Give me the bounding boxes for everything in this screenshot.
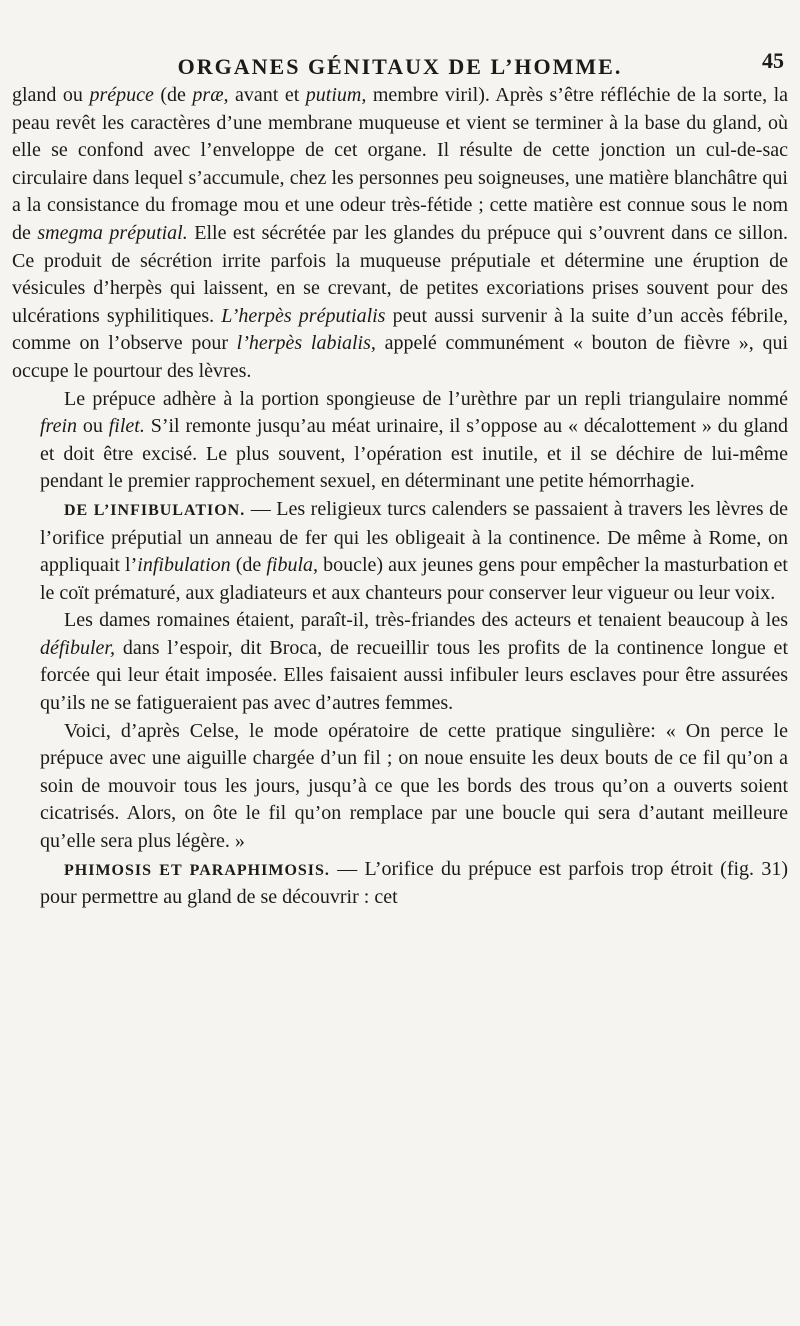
italic-term: infibulation <box>137 554 231 577</box>
paragraph <box>40 496 788 607</box>
italic-term: smegma préputial. <box>37 221 188 244</box>
text-run: dans l’espoir, dit Broca, de recueillir tous les profits de la continence longue et forcée qui leur était imposée. Elles faisaient aussi infibuler leurs esclaves pour être assurées qu’ils ne se fatigueraient pas avec d’autres femmes. <box>40 636 788 715</box>
text-run: peut aussi survenir à la suite d’un accès fébrile, comme on l’observe pour <box>12 304 788 355</box>
page-number: 45 <box>762 48 784 73</box>
italic-term: prépuce <box>89 84 154 106</box>
body-text <box>12 82 789 912</box>
italic-term: l’herpès labialis, <box>236 332 376 355</box>
paragraph <box>40 607 788 717</box>
italic-term: défibuler, <box>40 636 115 659</box>
text-run: (de <box>153 84 193 106</box>
text-run: Elle est sécrétée par les glandes du prépuce qui s’ouvrent dans ce sillon. Ce produit de sécrétion irrite parfois la muqueuse préputiale et détermine une éruption de vésicules d’herpès qui laissent, en se crevant, de petites excoriations prises souvent pour des ulcérations syphilitiques. <box>12 221 788 327</box>
italic-term: fibula, <box>266 554 318 577</box>
italic-term: putium, <box>305 84 367 106</box>
paragraph <box>40 718 788 856</box>
text-run: appelé communément « bouton de fièvre », qui occupe le pourtour des lèvres. <box>12 332 789 382</box>
italic-term: frein <box>40 415 78 438</box>
paragraph <box>12 82 788 386</box>
italic-term: præ, <box>192 84 229 106</box>
text-run: ou <box>77 415 109 438</box>
text-run: Voici, d’après Celse, le mode opératoire de cette pratique singulière: « On perce le prépuce avec une aiguille chargée d’un fil ; on noue ensuite les deux bouts de ce fil qu’on a soin de mouvoir tous les jours, jusqu’à ce que les bords des trous qu’on a ouverts soient cicatrisés. Alors, on ôte le fil qu’on remplace par une boucle qui sera d’autant meilleure qu’elle sera plus légère. » <box>40 719 788 853</box>
paragraph <box>40 386 788 496</box>
section-heading: PHIMOSIS ET PARAPHIMOSIS. <box>64 861 330 879</box>
text-run: boucle) aux jeunes gens pour empêcher la masturbation et le coït prématuré, aux gladiateurs et aux chanteurs pour conserver leur vigueur ou leur voix. <box>40 554 788 604</box>
text-run: Les dames romaines étaient, paraît-il, très-friandes des acteurs et tenaient beaucoup à les <box>64 609 788 632</box>
text-run: — L’orifice du prépuce est parfois trop étroit (fig. 31) pour permettre au gland de se découvrir : cet <box>40 857 788 909</box>
text-run: Le prépuce adhère à la portion spongieuse de l’urèthre par un repli triangulaire nommé <box>64 387 788 410</box>
text-run: — Les religieux turcs calenders se passaient à travers les lèvres de l’orifice préputial un anneau de fer qui les obligeait à la continence. De même à Rome, on appliquait l’ <box>40 497 788 577</box>
italic-term: filet. <box>108 415 145 438</box>
text-run: (de <box>230 554 267 577</box>
text-run: membre viril). Après s’être réfléchie de la sorte, la peau revêt les caractères d’une membrane muqueuse et vient se terminer à la base du gland, où elle se confond avec l’enveloppe de cet organe. Il résulte de cette jonction un cul-de-sac circulaire dans lequel s’accumule, chez les personnes peu soigneuses, une matière blanchâtre qui a la consistance du fromage mou et une odeur très-fétide ; cette matière est connue sous le nom de <box>12 84 788 244</box>
text-run: avant et <box>228 84 306 106</box>
running-head <box>0 48 800 84</box>
section-heading: DE L’INFIBULATION. <box>64 501 246 519</box>
text-run: S’il remonte jusqu’au méat urinaire, il s’oppose au « décalottement » du gland et doit être excisé. Le plus souvent, l’opération est inutile, et il se déchire de lui-même pendant le premier rapprochement sexuel, en déterminant une petite hémorrhagie. <box>40 415 789 493</box>
running-title: ORGANES GÉNITAUX DE L’HOMME. <box>177 54 623 79</box>
text-run: gland ou <box>12 84 90 106</box>
italic-term: L’herpès préputialis <box>221 304 386 327</box>
paragraph <box>40 856 788 912</box>
